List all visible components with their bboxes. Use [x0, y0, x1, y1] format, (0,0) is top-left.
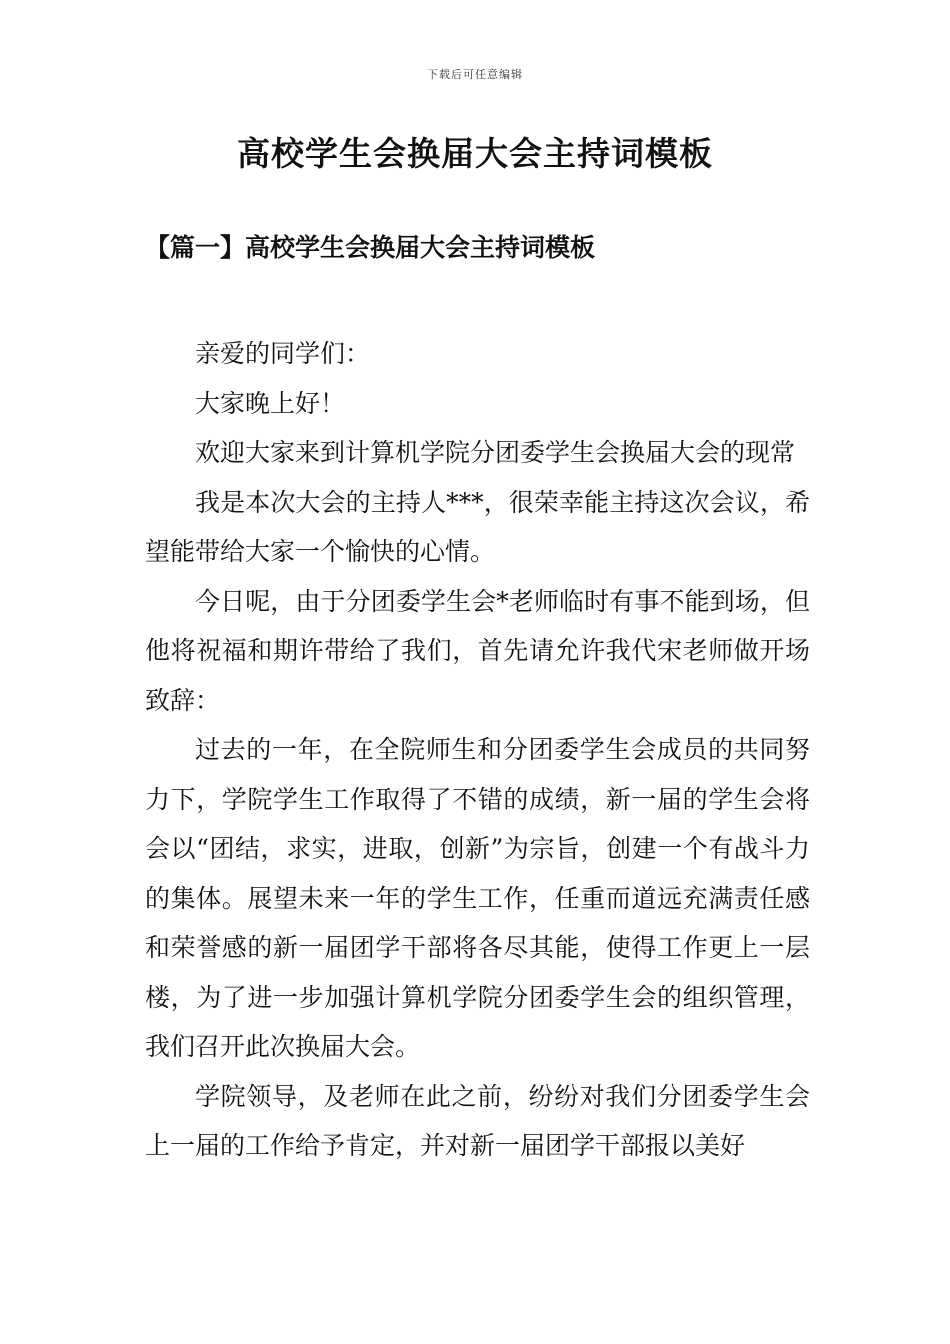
paragraph-past-year: 过去的一年，在全院师生和分团委学生会成员的共同努力下，学院学生工作取得了不错的成绩，新一届的学生会将会以“团结，求实，进取，创新”为宗旨，创建一个有战斗力的集体。展望未来一年的学生工作，任重而道远充满责任感和荣誉感的新一届团学干部将各尽其能，使得工作更上一层楼，为了进一步加强计算机学院分团委学生会的组织管理，我们召开此次换届大会。 [145, 735, 810, 1061]
paragraph-greeting: 亲爱的同学们： [195, 339, 371, 368]
paragraph-evening: 大家晚上好！ [195, 388, 346, 418]
paragraph-host-intro: 我是本次大会的主持人***，很荣幸能主持这次会议，希望能带给大家一个愉快的心情。 [145, 487, 810, 566]
paragraph-leaders: 学院领导，及老师在此之前，纷纷对我们分团委学生会上一届的工作给予肯定，并对新一届团学干部报以美好 [145, 1081, 810, 1160]
section-heading: 【篇一】高校学生会换届大会主持词模板 [145, 233, 596, 262]
paragraph-welcome: 欢迎大家来到计算机学院分团委学生会换届大会的现常 [195, 438, 796, 467]
document-title: 高校学生会换届大会主持词模板 [237, 134, 713, 173]
document-body [145, 329, 810, 1171]
header-note: 下载后可任意编辑 [427, 68, 523, 81]
paragraph-teacher-absence: 今日呢，由于分团委学生会*老师临时有事不能到场，但他将祝福和期许带给了我们，首先请允许我代宋老师做开场致辞： [145, 586, 810, 715]
